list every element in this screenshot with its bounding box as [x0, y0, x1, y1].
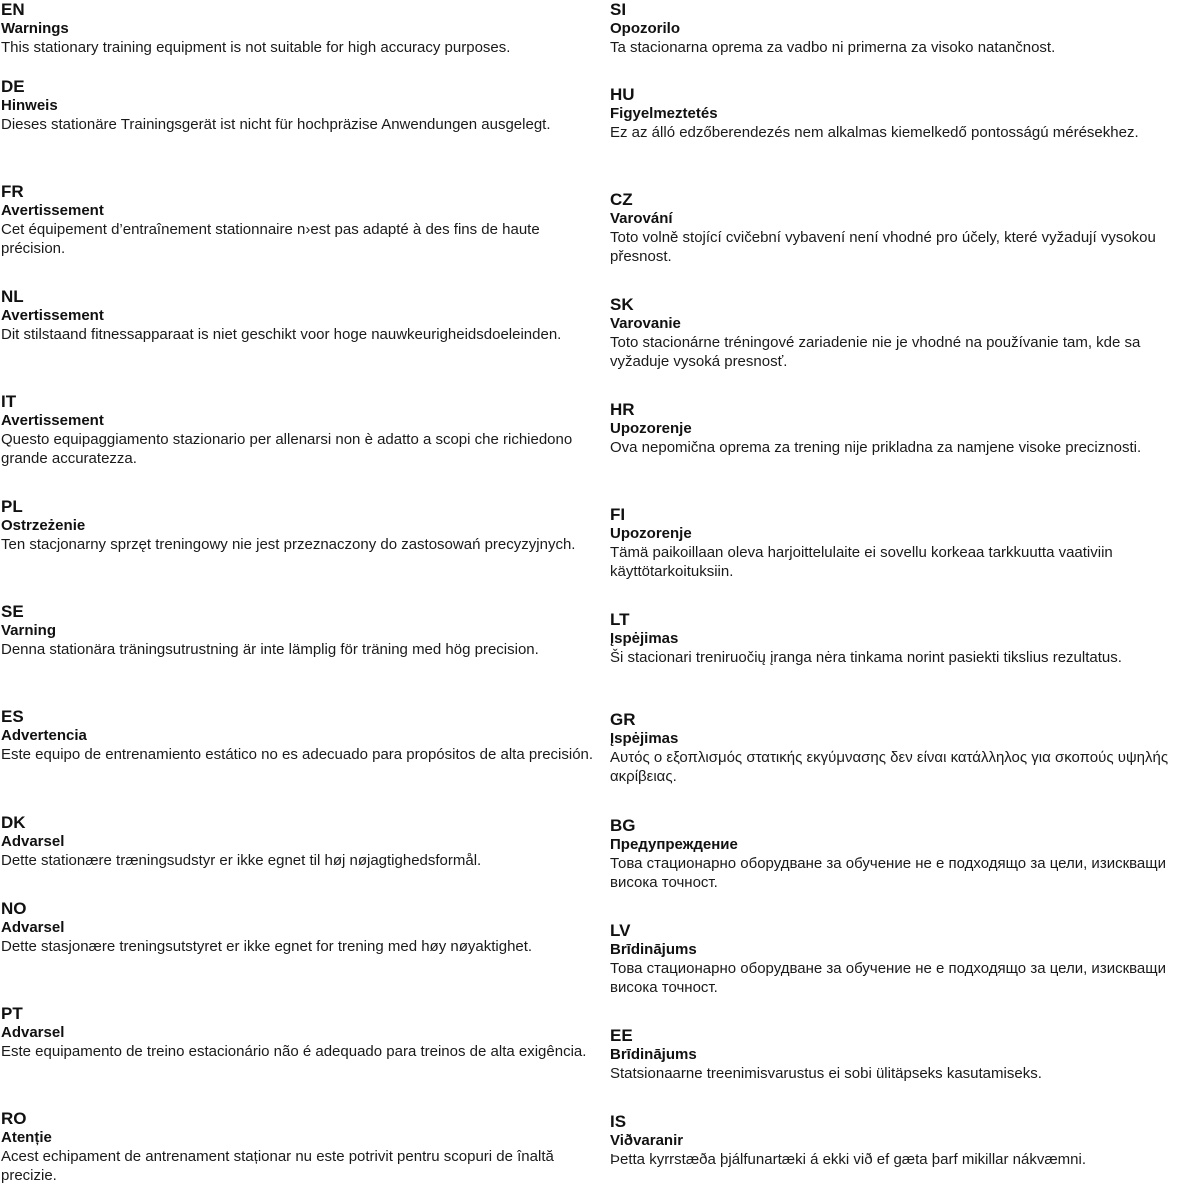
- warning-heading: Warnings: [1, 20, 69, 37]
- warning-text: Cet équipement d’entraînement stationnaire n›est pas adapté à des fins de haute précision.: [1, 221, 540, 257]
- warning-text: Tämä paikoillaan oleva harjoittelulaite ei sovellu korkeaa tarkkuutta vaativiin käyttötarkoituksiin.: [610, 544, 1113, 580]
- warning-block-si: [610, 0, 1200, 57]
- warning-block-is: [610, 1112, 1200, 1169]
- warning-text: Este equipamento de treino estacionário não é adequado para treinos de alta exigência.: [1, 1043, 587, 1060]
- warning-heading: Hinweis: [1, 97, 58, 114]
- language-code: EE: [610, 1026, 633, 1045]
- language-code: SK: [610, 295, 634, 314]
- language-code: NO: [1, 899, 27, 918]
- warning-block-no: [1, 899, 601, 956]
- warning-block-fi: [610, 505, 1200, 581]
- warning-block-ro: [1, 1109, 601, 1185]
- language-code: BG: [610, 816, 636, 835]
- warning-text: Este equipo de entrenamiento estático no es adecuado para propósitos de alta precisión.: [1, 746, 594, 763]
- language-code: FR: [1, 182, 24, 201]
- warning-block-hu: [610, 85, 1200, 142]
- warning-heading: Atenție: [1, 1129, 52, 1146]
- language-code: GR: [610, 710, 636, 729]
- language-code: PT: [1, 1004, 23, 1023]
- language-code: HR: [610, 400, 635, 419]
- warning-block-gr: [610, 710, 1200, 786]
- warning-block-pt: [1, 1004, 601, 1061]
- language-code: IT: [1, 392, 17, 411]
- language-code: LT: [610, 610, 630, 629]
- warning-block-dk: [1, 813, 601, 870]
- warning-text: Dette stasjonære treningsutstyret er ikke egnet for trening med høy nøyaktighet.: [1, 938, 533, 955]
- warning-block-hr: [610, 400, 1200, 457]
- warning-block-ee: [610, 1026, 1200, 1083]
- warning-text: Toto stacionárne tréningové zariadenie nie je vhodné na používanie tam, kde sa vyžaduje vysoká presnosť.: [610, 334, 1141, 370]
- warning-heading: Brīdinājums: [610, 941, 697, 958]
- language-code: EN: [1, 0, 25, 19]
- warning-heading: Upozorenje: [610, 420, 692, 437]
- warning-heading: Advarsel: [1, 833, 65, 850]
- warning-text: Това стационарно оборудване за обучение не е подходящо за цели, изискващи висока точност.: [610, 855, 1166, 891]
- warning-block-cz: [610, 190, 1200, 266]
- warning-text: Това стационарно оборудване за обучение не е подходящо за цели, изискващи висока точност.: [610, 960, 1166, 996]
- language-code: LV: [610, 921, 631, 940]
- warning-heading: Avertissement: [1, 412, 104, 429]
- warning-block-pl: [1, 497, 601, 554]
- warning-heading: Upozorenje: [610, 525, 692, 542]
- language-code: CZ: [610, 190, 633, 209]
- warning-text: Dette stationære træningsudstyr er ikke egnet til høj nøjagtighedsformål.: [1, 852, 482, 869]
- warning-heading: Предупреждение: [610, 836, 738, 853]
- warning-text: Denna stationära träningsutrustning är inte lämplig för träning med hög precision.: [1, 641, 539, 658]
- warning-block-en: [1, 0, 601, 57]
- language-code: RO: [1, 1109, 27, 1128]
- warning-block-sk: [610, 295, 1200, 371]
- warning-block-se: [1, 602, 601, 659]
- warning-text: Αυτός ο εξοπλισμός στατικής εκγύμνασης δεν είναι κατάλληλος για σκοπούς υψηλής ακρίβειας.: [610, 749, 1169, 785]
- warning-text: Dieses stationäre Trainingsgerät ist nicht für hochpräzise Anwendungen ausgelegt.: [1, 116, 551, 133]
- language-code: SI: [610, 0, 627, 19]
- warning-text: Þetta kyrrstæða þjálfunartæki á ekki við ef gæta þarf mikillar nákvæmni.: [610, 1151, 1087, 1168]
- language-code: NL: [1, 287, 24, 306]
- warning-heading: Avertissement: [1, 202, 104, 219]
- warning-text: Dit stilstaand fitnessapparaat is niet geschikt voor hoge nauwkeurigheidsdoeleinden.: [1, 326, 562, 343]
- language-code: HU: [610, 85, 635, 104]
- language-code: ES: [1, 707, 24, 726]
- warning-heading: Viðvaranir: [610, 1132, 684, 1149]
- warning-text: Ši stacionari treniruočių įranga nėra tinkama norint pasiekti tikslius rezultatus.: [610, 649, 1122, 666]
- warning-block-fr: [1, 182, 601, 258]
- warning-text: Ova nepomična oprema za trening nije prikladna za namjene visoke preciznosti.: [610, 439, 1142, 456]
- warning-text: Ten stacjonarny sprzęt treningowy nie jest przeznaczony do zastosowań precyzyjnych.: [1, 536, 576, 553]
- warning-text: Statsionaarne treenimisvarustus ei sobi ülitäpseks kasutamiseks.: [610, 1065, 1042, 1082]
- warning-heading: Advarsel: [1, 1024, 65, 1041]
- warning-block-bg: [610, 816, 1200, 892]
- warning-heading: Advarsel: [1, 919, 65, 936]
- warning-text: Questo equipaggiamento stazionario per allenarsi non è adatto a scopi che richiedono grande accuratezza.: [1, 431, 573, 467]
- warning-heading: Ostrzeżenie: [1, 517, 86, 534]
- warning-text: Ez az álló edzőberendezés nem alkalmas kiemelkedő pontosságú mérésekhez.: [610, 124, 1139, 141]
- warning-heading: Avertissement: [1, 307, 104, 324]
- warning-heading: Figyelmeztetés: [610, 105, 718, 122]
- language-code: SE: [1, 602, 24, 621]
- language-code: PL: [1, 497, 23, 516]
- language-code: DE: [1, 77, 25, 96]
- warning-text: Toto volně stojící cvičební vybavení není vhodné pro účely, které vyžadují vysokou přesnost.: [610, 229, 1156, 265]
- language-code: FI: [610, 505, 626, 524]
- warning-text: Acest echipament de antrenament staționar nu este potrivit pentru scopuri de înaltă precizie.: [1, 1148, 554, 1184]
- warning-heading: Varovanie: [610, 315, 681, 332]
- warning-text: This stationary training equipment is not suitable for high accuracy purposes.: [1, 39, 511, 56]
- language-code: DK: [1, 813, 26, 832]
- warning-block-de: [1, 77, 601, 134]
- warning-block-lv: [610, 921, 1200, 997]
- warning-text: Ta stacionarna oprema za vadbo ni primerna za visoko natančnost.: [610, 39, 1056, 56]
- warning-block-lt: [610, 610, 1200, 667]
- warning-block-es: [1, 707, 601, 764]
- language-code: IS: [610, 1112, 627, 1131]
- warning-heading: Varning: [1, 622, 57, 639]
- warning-heading: Įspėjimas: [610, 730, 679, 747]
- warning-block-it: [1, 392, 601, 468]
- warning-heading: Varování: [610, 210, 673, 227]
- warning-heading: Brīdinājums: [610, 1046, 697, 1063]
- warning-heading: Įspėjimas: [610, 630, 679, 647]
- warning-block-nl: [1, 287, 601, 344]
- warning-heading: Advertencia: [1, 727, 87, 744]
- warning-heading: Opozorilo: [610, 20, 680, 37]
